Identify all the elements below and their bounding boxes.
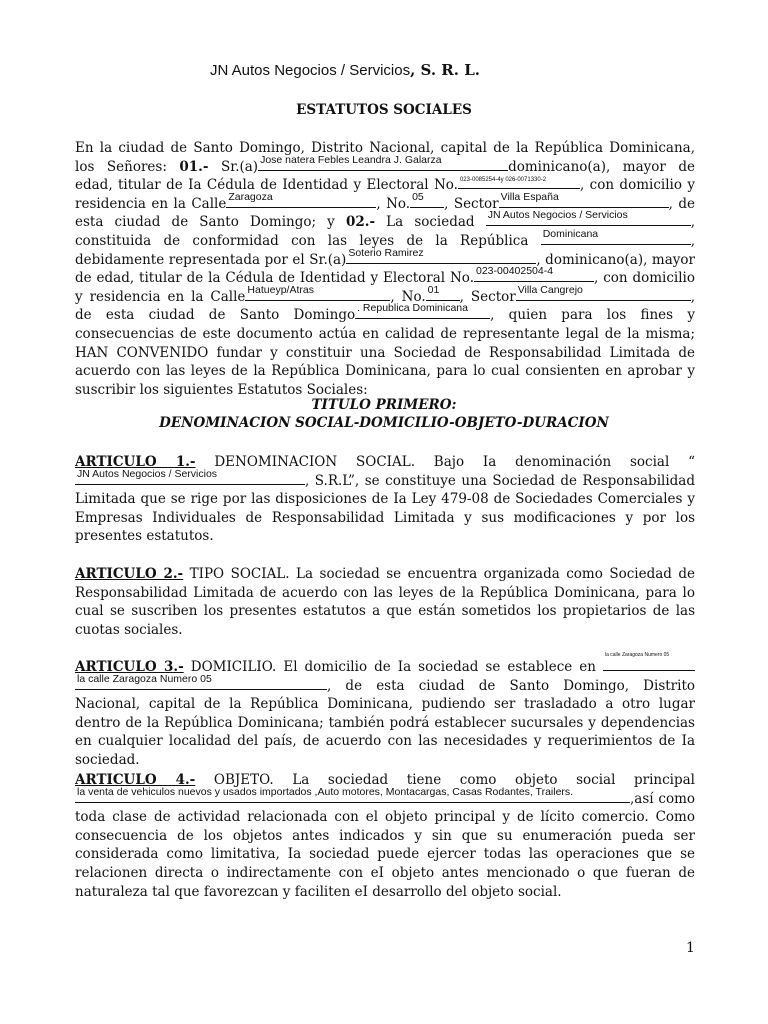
article-3-text: , de esta ciudad de Santo Domingo, Distrito Nacional, capital de la República Dominicana, pudiendo ser trasladado a otro lugar dentro de la República Dominicana; también podrá establecer sucursales y dependencias en cualquier localidad del país, de acuerdo con las necesidades y requerimientos de Ia sociedad. xyxy=(75,677,695,768)
intro-text: , constituida de conformidad con las leyes de la República xyxy=(75,214,695,249)
page-number: 1 xyxy=(686,940,695,956)
name-field-1[interactable]: Jose natera Febles Leandra J. Galarza xyxy=(258,158,508,171)
article-4-text: ,así como toda clase de actividad relacionada con el objeto principal y de lícito comercio. Como consecuencia de los objetos antes indicados y sin que su enumeración pueda ser considerada como limitativa, Ia sociedad puede ejercer todas las operaciones que se relacionen directa o indirectamente con eI objeto antes mencionado o que fueran de naturaleza tal que favorezcan y faciliten eI desarrollo del objeto social. xyxy=(75,790,695,900)
cedula-field-2[interactable]: 023-00402504-4 xyxy=(474,269,594,282)
intro-text: , dominicano(a), mayor de edad, titular de la Cédula de Identidad y Electoral No. xyxy=(75,251,695,287)
intro-text: , debidamente representada por el Sr.(a) xyxy=(75,232,695,268)
calle-field-2[interactable]: Hatueyp/Atras xyxy=(245,288,390,301)
article-2-text: TIPO SOCIAL. La sociedad se encuentra organizada como Sociedad de Responsabilidad Limitada de acuerdo con las leyes de la República Dominicana, para lo cual se suscriben los presentes estatutos a que están sometidos los propietarios de las cuotas sociales. xyxy=(75,566,695,638)
article-1 xyxy=(75,453,695,546)
document-title: ESTATUTOS SOCIALES xyxy=(296,102,472,118)
article-2-heading: ARTICULO 2.- xyxy=(75,566,184,582)
article-1-heading: ARTICULO 1.- xyxy=(75,454,196,470)
article-4-text: OBJETO. La sociedad tiene como objeto social principal xyxy=(195,772,695,788)
company-suffix: , S. R. L. xyxy=(410,61,480,79)
sector-field-2[interactable]: Villa Cangrejo xyxy=(516,288,691,301)
denomination-field[interactable]: JN Autos Negocios / Servicios xyxy=(75,472,305,485)
intro-paragraph xyxy=(75,139,695,399)
section-title: TITULO PRIMERO: xyxy=(311,397,457,413)
republic-field[interactable]: Dominicana xyxy=(541,232,691,245)
company-field[interactable]: JN Autos Negocios / Servicios xyxy=(486,213,691,226)
article-3-text: DOMICILIO. El domicilio de Ia sociedad se establece en xyxy=(183,659,603,675)
article-4 xyxy=(75,771,695,901)
intro-text: , Sector xyxy=(459,288,516,305)
intro-text: La sociedad xyxy=(375,214,486,231)
domicile-field[interactable]: la calle Zaragoza Numero 05 xyxy=(75,677,327,690)
cedula-field-1[interactable]: 023-0085254-4y 026-0071330-2 xyxy=(458,176,580,189)
intro-text: , de esta ciudad de Santo Domingo xyxy=(75,288,695,324)
party-number-1: 01.- xyxy=(179,158,209,175)
sector-field-1[interactable]: Villa España xyxy=(499,195,669,208)
intro-text: , con domicilio y residencia en la Calle xyxy=(75,270,695,305)
intro-text: En la ciudad de Santo Domingo, Distrito Nacional, capital de la República Dominicana, los Señores: xyxy=(75,140,695,175)
article-1-text: , S.R.L”, se constituye una Sociedad de Responsabilidad Limitada que se rige por las disposiciones de Ia Ley 479-08 de Sociedades Comerciales y Empresas Individuales de Responsabilidad Limitada y sus modificaciones y por los presentes estatutos. xyxy=(75,472,695,545)
intro-text: , de esta ciudad de Santo Domingo; y xyxy=(75,195,695,231)
domicile-field-small[interactable]: la calle Zaragoza Numero 05 xyxy=(603,658,695,671)
representative-field[interactable]: Soterio Ramirez xyxy=(346,251,536,264)
intro-text: , Sector xyxy=(444,195,499,212)
section-subtitle: DENOMINACION SOCIAL-DOMICILIO-OBJETO-DURACION xyxy=(159,415,609,431)
intro-text: , No. xyxy=(390,288,426,305)
calle-field-1[interactable]: Zaragoza xyxy=(226,195,376,208)
article-2 xyxy=(75,565,695,639)
number-field-1[interactable]: 05 xyxy=(410,195,444,208)
number-field-2[interactable]: 01 xyxy=(426,288,460,301)
company-header xyxy=(210,61,480,79)
country-field[interactable]: . Republica Dominicana xyxy=(355,306,490,319)
article-3 xyxy=(75,652,695,770)
intro-text: Sr.(a) xyxy=(208,158,259,175)
article-4-heading: ARTICULO 4.- xyxy=(75,772,196,788)
intro-text: , No. xyxy=(376,195,411,212)
intro-text: dominicano(a), mayor de edad, titular de Ia Cédula de Identidad y Electoral No. xyxy=(75,158,695,194)
intro-text: , con domicilio y residencia en la Calle xyxy=(75,177,695,212)
company-name: JN Autos Negocios / Servicios xyxy=(210,62,411,79)
party-number-2: 02.- xyxy=(345,214,376,231)
object-field[interactable]: la venta de vehiculos nuevos y usados importados ,Auto motores, Montacargas, Casas Rodantes, Trailers. xyxy=(75,790,630,803)
article-3-heading: ARTICULO 3.- xyxy=(75,659,184,675)
intro-text: , quien para los fines y consecuencias de este documento actúa en calidad de representante legal de la misma; HAN CONVENIDO fundar y constituir una Sociedad de Responsabilidad Limitada de acuerdo con las leyes de la República Dominicana, para lo cual consienten en aprobar y suscribir los siguientes Estatutos Sociales: xyxy=(75,307,695,398)
article-1-text: DENOMINACION SOCIAL. Bajo Ia denominación social “ xyxy=(195,454,695,470)
